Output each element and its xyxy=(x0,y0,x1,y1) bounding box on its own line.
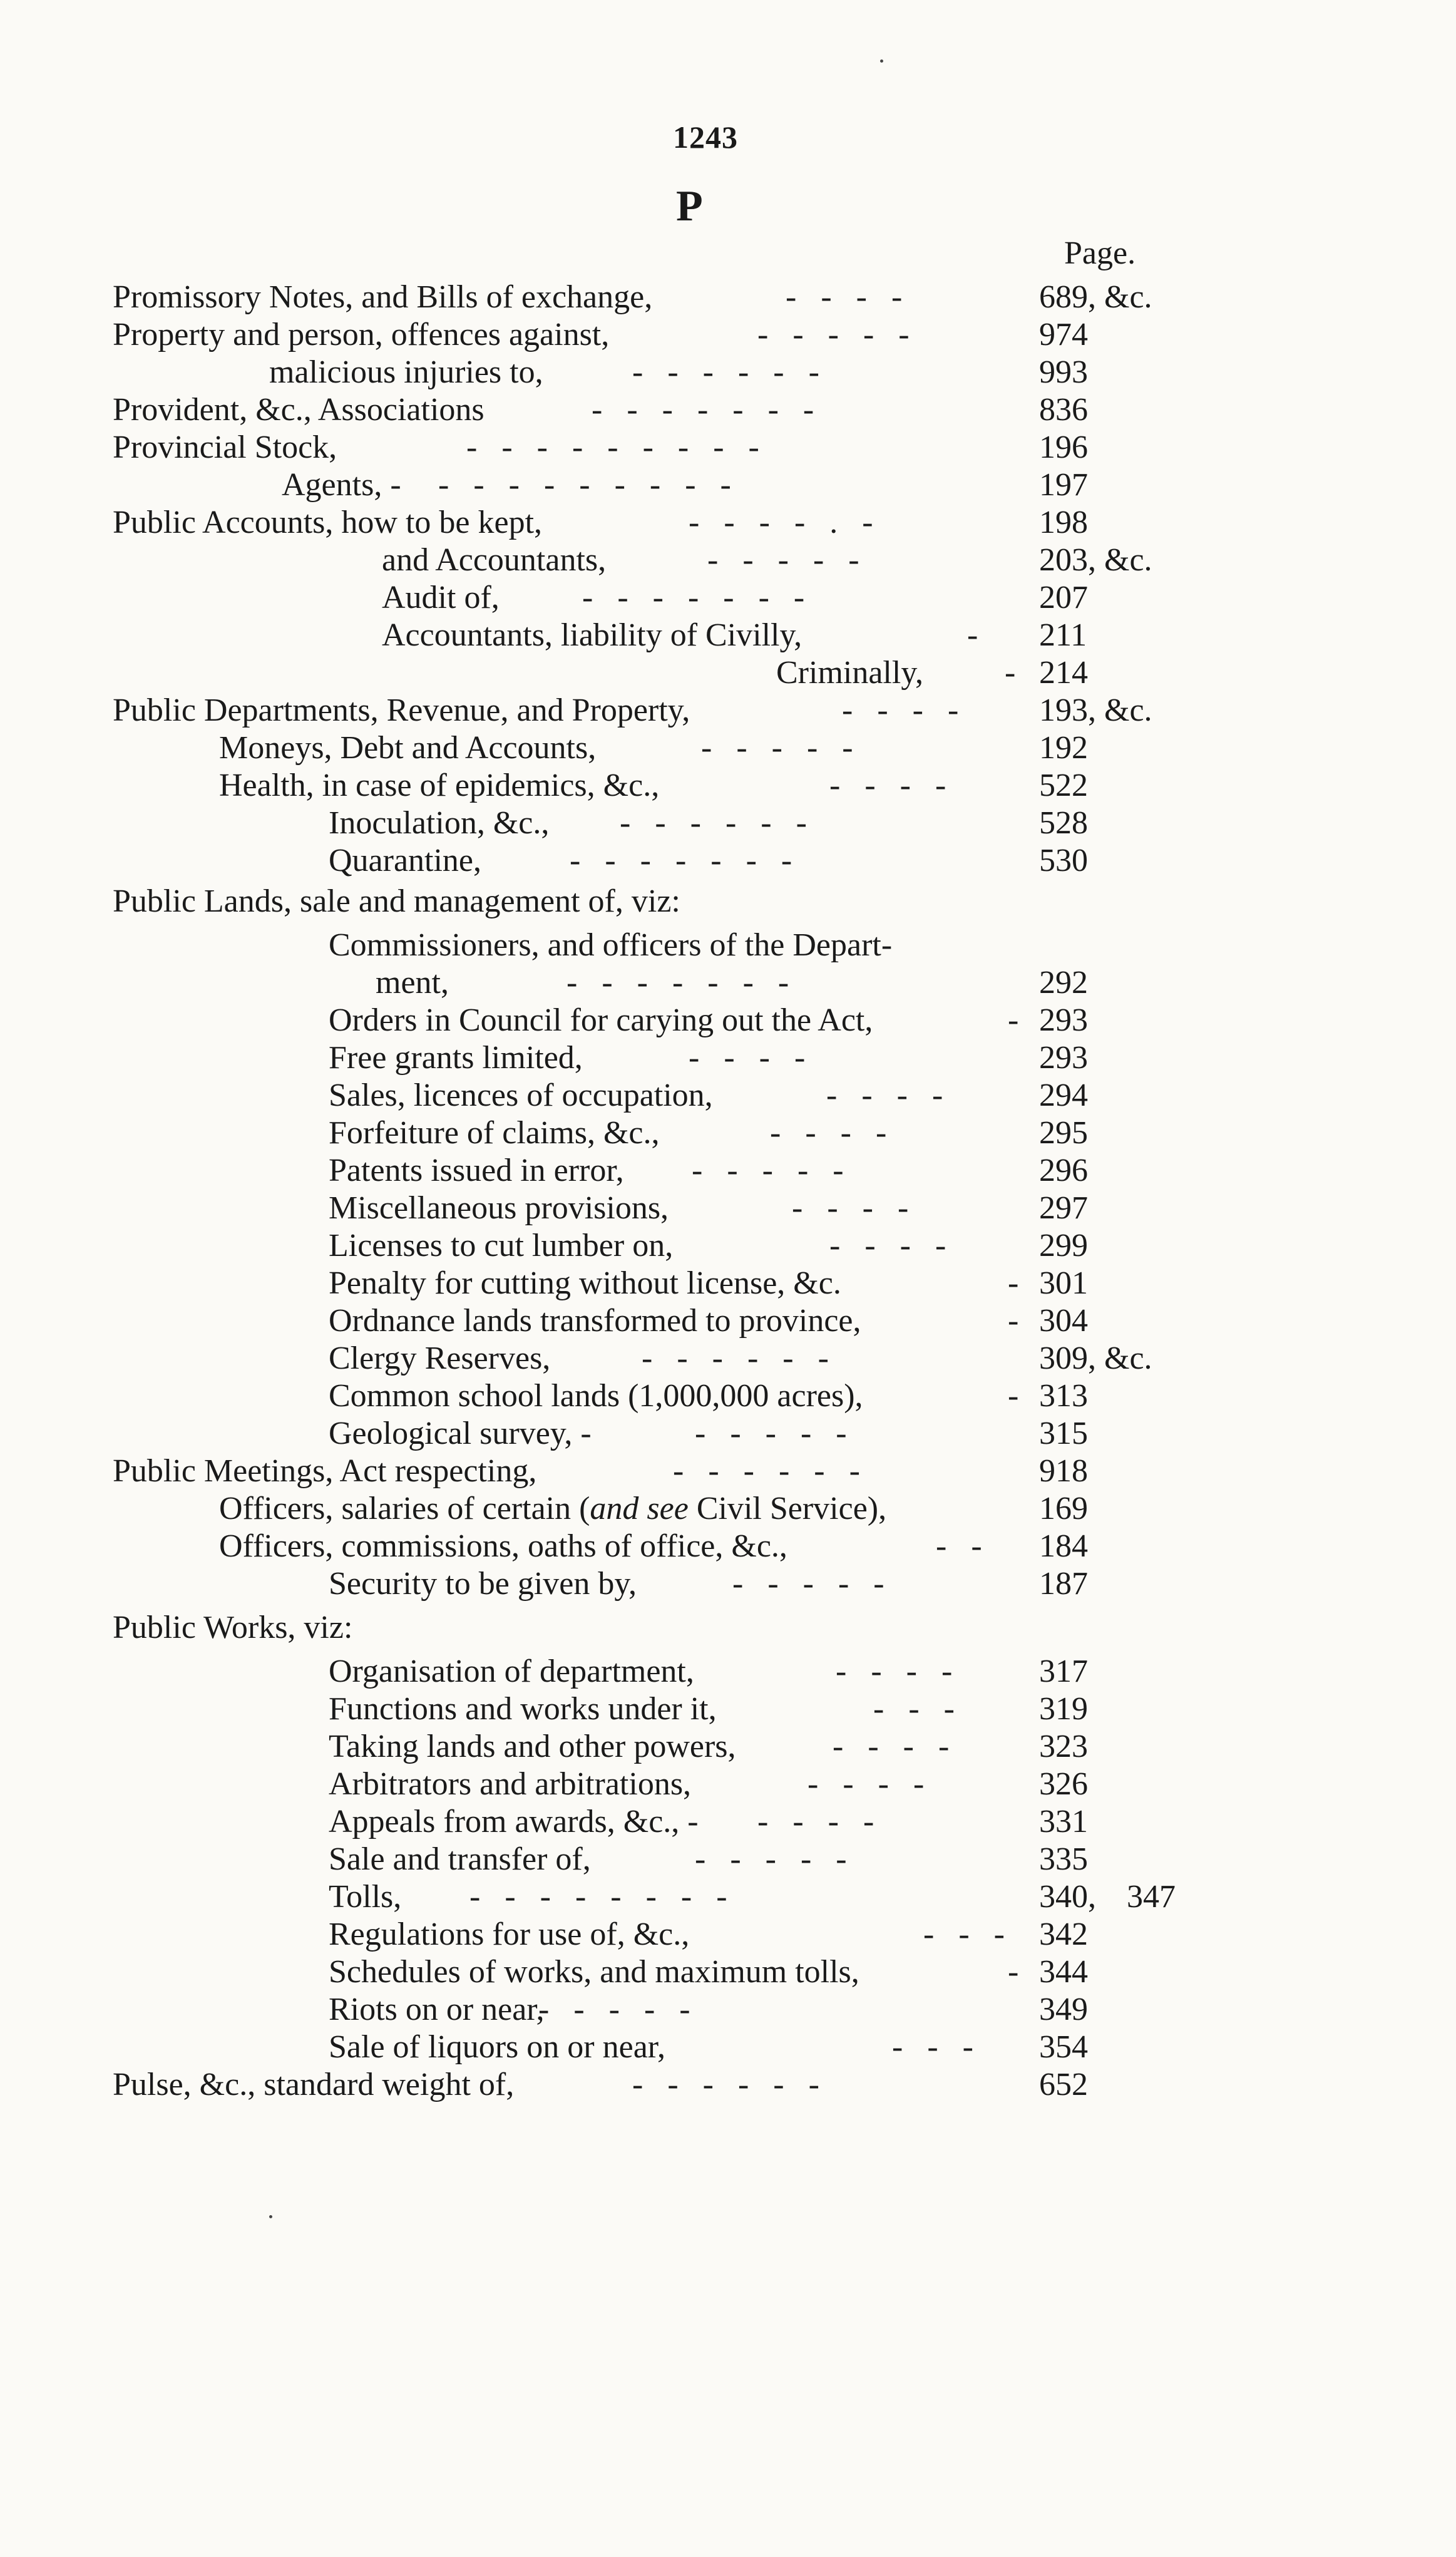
leader-dashes: - - - - - - xyxy=(642,1340,829,1376)
entry-text: Audit of, xyxy=(382,580,500,615)
entry-text: Sale of liquors on or near, xyxy=(329,2029,666,2065)
index-entry xyxy=(0,1803,1456,1841)
entry-text: Free grants limited, xyxy=(329,1040,583,1076)
page-reference: 211 xyxy=(1039,617,1087,653)
page-reference: 192 xyxy=(1039,730,1088,766)
entry-text: Clergy Reserves, xyxy=(329,1340,551,1376)
entry-text: Arbitrators and arbitrations, xyxy=(329,1766,692,1802)
leader-dashes: - - - - xyxy=(807,1766,925,1802)
leader-dashes: - - - - - xyxy=(695,1841,847,1877)
page-reference: 187 xyxy=(1039,1566,1088,1602)
entry-text-after: Civil Service), xyxy=(688,1491,887,1526)
leader-dashes: - - - - - xyxy=(757,317,910,352)
leader-dashes: - - - - - - - - xyxy=(469,1879,727,1915)
entry-text: Inoculation, &c., xyxy=(329,805,550,841)
page-number: 1243 xyxy=(673,120,738,155)
entry-text: Schedules of works, and maximum tolls, xyxy=(329,1954,859,1990)
index-entry xyxy=(0,354,1456,391)
index-entry xyxy=(0,1766,1456,1803)
index-entry xyxy=(0,316,1456,354)
page-reference: 323 xyxy=(1039,1729,1088,1764)
leader-dashes: - xyxy=(1005,655,1016,691)
leader-dashes: - - - - xyxy=(829,1228,946,1263)
index-entry xyxy=(0,1728,1456,1766)
page-reference: 301 xyxy=(1039,1265,1088,1301)
entry-text: Forfeiture of claims, &c., xyxy=(329,1115,660,1151)
leader-dashes: - xyxy=(1008,1303,1019,1339)
page-reference: 207 xyxy=(1039,580,1088,615)
entry-text xyxy=(219,1490,886,1528)
index-entry xyxy=(0,1609,1456,1647)
page-reference: 197 xyxy=(1039,467,1088,503)
index-entry xyxy=(0,805,1456,842)
index-entry xyxy=(0,1002,1456,1039)
index-entry xyxy=(0,729,1456,767)
entry-text: Miscellaneous provisions, xyxy=(329,1190,669,1226)
index-entry xyxy=(0,1415,1456,1453)
index-entry xyxy=(0,466,1456,504)
page-reference: 294 xyxy=(1039,1078,1088,1113)
entry-text: Regulations for use of, &c., xyxy=(329,1916,690,1952)
leader-dashes: - xyxy=(1008,1378,1019,1414)
leader-dashes: - - - - - - - - - xyxy=(466,430,759,465)
page-reference: 309, &c. xyxy=(1039,1340,1152,1376)
page-reference: 184 xyxy=(1039,1528,1088,1564)
entry-text: Licenses to cut lumber on, xyxy=(329,1228,674,1263)
index-entry xyxy=(0,1653,1456,1690)
leader-dashes: - - - - . - xyxy=(689,505,873,540)
index-entry xyxy=(0,1302,1456,1340)
page-reference: 354 xyxy=(1039,2029,1088,2065)
index-entry xyxy=(0,883,1456,920)
index-entry xyxy=(0,504,1456,542)
index-entry xyxy=(0,1991,1456,2029)
page-reference: 193, &c. xyxy=(1039,692,1152,728)
page-reference: 214 xyxy=(1039,655,1088,691)
leader-dashes: - xyxy=(1008,1265,1019,1301)
leader-dashes: - - - - - - xyxy=(620,805,807,841)
index-entry xyxy=(0,1152,1456,1190)
entry-text: Appeals from awards, &c., - xyxy=(329,1804,699,1839)
entry-text: Public Departments, Revenue, and Property, xyxy=(113,692,690,728)
index-entry xyxy=(0,2066,1456,2104)
leader-dashes: - - - - - - - xyxy=(592,392,814,428)
entry-text: Health, in case of epidemics, &c., xyxy=(219,768,660,803)
page-reference: 313 xyxy=(1039,1378,1088,1414)
leader-dashes: - - - xyxy=(892,2029,973,2065)
index-entry xyxy=(0,1227,1456,1265)
leader-dashes: - - - - xyxy=(786,279,903,315)
entry-text: Orders in Council for carying out the Act, xyxy=(329,1002,873,1038)
entry-text: Ordnance lands transformed to province, xyxy=(329,1303,861,1339)
page-reference: 331 xyxy=(1039,1804,1088,1839)
page-reference: 169 xyxy=(1039,1491,1088,1526)
entry-text: Geological survey, - xyxy=(329,1416,592,1451)
index-entry xyxy=(0,391,1456,429)
leader-dashes: - - - - xyxy=(842,692,959,728)
leader-dashes: - - - - - - xyxy=(632,354,819,390)
page-reference: 652 xyxy=(1039,2067,1088,2102)
entry-text: Agents, - xyxy=(282,467,401,503)
leader-dashes: - - - - xyxy=(836,1654,953,1689)
page-reference: 292 xyxy=(1039,965,1088,1001)
entry-text: Security to be given by, xyxy=(329,1566,637,1602)
page-reference: 295 xyxy=(1039,1115,1088,1151)
index-entry xyxy=(0,1377,1456,1415)
ink-speck xyxy=(269,2215,272,2218)
page-reference: 203, &c. xyxy=(1039,542,1152,578)
leader-dashes: - - - - - - - - - xyxy=(438,467,731,503)
entry-text: Commissioners, and officers of the Depart- xyxy=(329,927,893,963)
page-reference: 293 xyxy=(1039,1002,1088,1038)
page-reference: 326 xyxy=(1039,1766,1088,1802)
leader-dashes: - - - - - - - xyxy=(570,843,792,878)
index-entry xyxy=(0,1039,1456,1077)
entry-text: Taking lands and other powers, xyxy=(329,1729,736,1764)
entry-text: Public Works, viz: xyxy=(113,1610,353,1645)
leader-dashes: - - - - - xyxy=(701,730,853,766)
page-reference: 299 xyxy=(1039,1228,1088,1263)
index-entry xyxy=(0,1690,1456,1728)
leader-dashes: - - - - - xyxy=(695,1416,847,1451)
section-letter: P xyxy=(676,182,703,230)
page-reference: 342 xyxy=(1039,1916,1088,1952)
entry-text: Organisation of department, xyxy=(329,1654,694,1689)
page-reference: 198 xyxy=(1039,505,1088,540)
entry-text: Public Meetings, Act respecting, xyxy=(113,1453,537,1489)
page-reference: 344 xyxy=(1039,1954,1088,1990)
leader-dashes: - - - - - xyxy=(538,1992,690,2027)
entry-text: Provident, &c., Associations xyxy=(113,392,484,428)
leader-dashes: - - xyxy=(936,1528,982,1564)
leader-dashes: - xyxy=(967,617,978,653)
leader-dashes: - - - - xyxy=(829,768,946,803)
page-reference: 993 xyxy=(1039,354,1088,390)
page-reference: 315 xyxy=(1039,1416,1088,1451)
index-entry xyxy=(0,579,1456,617)
index-entry xyxy=(0,1490,1456,1528)
index-entry xyxy=(0,542,1456,579)
leader-dashes: - - - - - xyxy=(707,542,859,578)
entry-text: Provincial Stock, xyxy=(113,430,337,465)
leader-dashes: - xyxy=(1008,1954,1019,1990)
index-entry xyxy=(0,767,1456,805)
leader-dashes: - - - - - - xyxy=(673,1453,860,1489)
index-entry xyxy=(0,1265,1456,1302)
ink-speck xyxy=(880,59,883,63)
index-entry xyxy=(0,1565,1456,1603)
entry-text: ment, xyxy=(376,965,449,1001)
entry-text: Penalty for cutting without license, &c. xyxy=(329,1265,841,1301)
index-entry xyxy=(0,1114,1456,1152)
entry-text-italic: and see xyxy=(590,1491,689,1526)
entry-text: Quarantine, xyxy=(329,843,482,878)
page-reference: 296 xyxy=(1039,1153,1088,1188)
index-entry xyxy=(0,279,1456,316)
leader-dashes: - - - - xyxy=(792,1190,909,1226)
leader-dashes: - - - - - xyxy=(692,1153,844,1188)
entry-text: Officers, commissions, oaths of office, &c., xyxy=(219,1528,787,1564)
entry-text: Sales, licences of occupation, xyxy=(329,1078,713,1113)
leader-dashes: - - - xyxy=(873,1691,955,1727)
entry-text: Criminally, xyxy=(776,655,923,691)
leader-dashes: - - - - xyxy=(833,1729,950,1764)
page-reference: 522 xyxy=(1039,768,1088,803)
page-reference: 319 xyxy=(1039,1691,1088,1727)
leader-dashes: - - - - - - - xyxy=(582,580,805,615)
page-reference: 530 xyxy=(1039,843,1088,878)
leader-dashes: - - - - - - xyxy=(632,2067,819,2102)
leader-dashes: - - - - xyxy=(757,1804,874,1839)
index-entry xyxy=(0,2029,1456,2066)
entry-text-before: Officers, salaries of certain ( xyxy=(219,1491,590,1526)
index-entry xyxy=(0,1453,1456,1490)
leader-dashes: - - - - xyxy=(770,1115,887,1151)
page-reference: 918 xyxy=(1039,1453,1088,1489)
page-reference-extra: 347 xyxy=(1127,1879,1176,1915)
entry-text: malicious injuries to, xyxy=(269,354,543,390)
entry-text: Common school lands (1,000,000 acres), xyxy=(329,1378,863,1414)
entry-text: Public Accounts, how to be kept, xyxy=(113,505,543,540)
index-entry xyxy=(0,927,1456,964)
page-reference: 304 xyxy=(1039,1303,1088,1339)
entry-text: Moneys, Debt and Accounts, xyxy=(219,730,597,766)
page-reference: 836 xyxy=(1039,392,1088,428)
leader-dashes: - - - - xyxy=(689,1040,806,1076)
page-reference: 340, xyxy=(1039,1879,1096,1915)
entry-text: Pulse, &c., standard weight of, xyxy=(113,2067,515,2102)
page-reference: 293 xyxy=(1039,1040,1088,1076)
page-reference: 317 xyxy=(1039,1654,1088,1689)
entry-text: Functions and works under it, xyxy=(329,1691,717,1727)
page-reference: 349 xyxy=(1039,1992,1088,2027)
entry-text: Accountants, liability of Civilly, xyxy=(382,617,802,653)
index-entry xyxy=(0,842,1456,880)
index-entry xyxy=(0,654,1456,692)
leader-dashes: - xyxy=(1008,1002,1019,1038)
page-reference: 297 xyxy=(1039,1190,1088,1226)
entry-text: Tolls, xyxy=(329,1879,402,1915)
index-entry xyxy=(0,964,1456,1002)
page-reference: 689, &c. xyxy=(1039,279,1152,315)
index-entry xyxy=(0,1953,1456,1991)
page-column-heading: Page. xyxy=(1064,235,1136,271)
index-entry xyxy=(0,1190,1456,1227)
index-entry xyxy=(0,1340,1456,1377)
page-reference: 196 xyxy=(1039,430,1088,465)
entry-text: Riots on or near, xyxy=(329,1992,545,2027)
index-entry xyxy=(0,692,1456,729)
page-reference: 974 xyxy=(1039,317,1088,352)
entry-text: Property and person, offences against, xyxy=(113,317,610,352)
leader-dashes: - - - - - xyxy=(732,1566,884,1602)
index-entry xyxy=(0,1916,1456,1953)
page-reference: 335 xyxy=(1039,1841,1088,1877)
index-entry xyxy=(0,429,1456,466)
entry-text: Sale and transfer of, xyxy=(329,1841,591,1877)
index-entry xyxy=(0,1841,1456,1878)
entry-text: Patents issued in error, xyxy=(329,1153,624,1188)
page-reference: 528 xyxy=(1039,805,1088,841)
index-entry xyxy=(0,617,1456,654)
leader-dashes: - - - - xyxy=(826,1078,943,1113)
index-entry xyxy=(0,1077,1456,1114)
entry-text: Promissory Notes, and Bills of exchange, xyxy=(113,279,653,315)
index-entry xyxy=(0,1528,1456,1565)
leader-dashes: - - - xyxy=(923,1916,1005,1952)
entry-text: Public Lands, sale and management of, viz: xyxy=(113,883,680,919)
entry-text: and Accountants, xyxy=(382,542,607,578)
leader-dashes: - - - - - - - xyxy=(567,965,789,1001)
index-entry xyxy=(0,1878,1456,1916)
